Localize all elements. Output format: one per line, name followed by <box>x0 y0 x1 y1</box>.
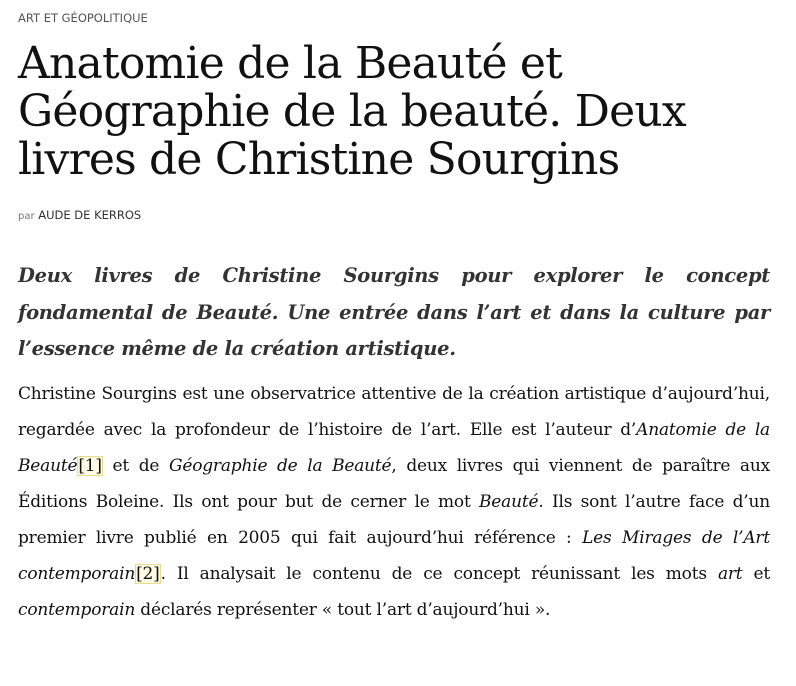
book-title-geographie: Géographie de la Beauté <box>168 456 392 476</box>
author-link[interactable]: AUDE DE KERROS <box>38 208 142 222</box>
paragraph-text: . Il analysait le contenu de ce concept réunissant les mots <box>160 564 718 584</box>
byline <box>18 208 141 222</box>
article-title: Anatomie de la Beauté et Géographie de la beauté. Deux livres de Christine Sourgins <box>18 38 686 185</box>
byline-prefix: par <box>18 211 35 222</box>
paragraph-text: déclarés représenter « tout l’art d’aujourd’hui ». <box>135 600 551 620</box>
paragraph-text: et <box>742 564 770 584</box>
paragraph-text: Christine Sourgins est une observatrice attentive de la création artistique d’aujourd’hui, regardée avec la profondeur de l’histoire de l’art. Elle est l’auteur d’ <box>18 384 770 440</box>
book-title-mirages: Les Mirages de l’Art contemporain <box>18 528 770 584</box>
footnote-link-1[interactable]: [1] <box>78 456 102 476</box>
paragraph-text: , deux livres qui viennent de paraître aux Éditions Boleine. Ils ont pour but de cerner le mot <box>18 456 770 512</box>
book-title-anatomie: Anatomie de la Beauté <box>18 420 770 476</box>
word-beaute: Beauté <box>479 492 539 512</box>
paragraph-text: . Ils sont l’autre face d’un premier livre publié en 2005 qui fait aujourd’hui référence : <box>18 492 770 548</box>
word-contemporain: contemporain <box>18 600 136 620</box>
article-paragraph <box>18 376 770 628</box>
article-lead: Deux livres de Christine Sourgins pour explorer le concept fondamental de Beauté. Une entrée dans l’art et dans la culture par l’essence même de la création artistique. <box>18 264 770 360</box>
category-link[interactable]: ART ET GÉOPOLITIQUE <box>18 11 148 25</box>
footnote-link-2[interactable]: [2] <box>136 564 160 584</box>
paragraph-text: et de <box>102 456 169 476</box>
word-art: art <box>717 564 743 584</box>
